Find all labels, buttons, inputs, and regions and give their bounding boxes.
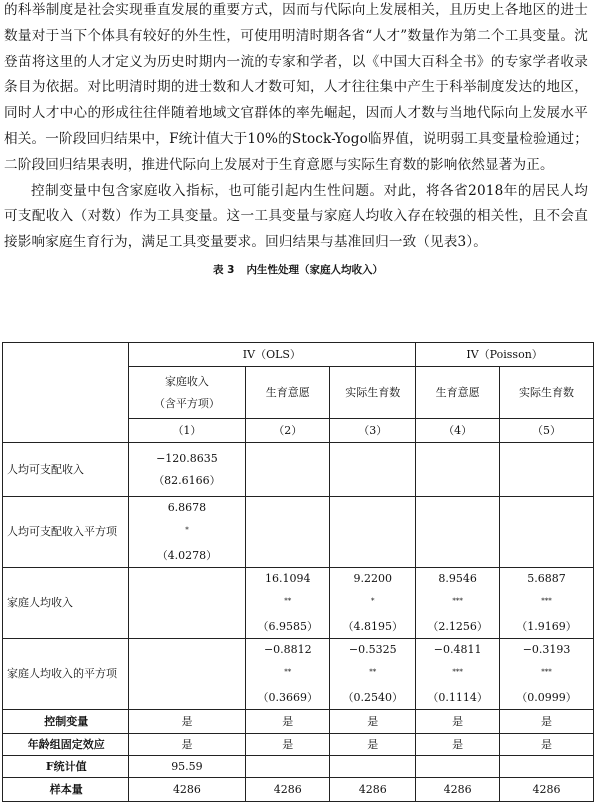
value-cell: 是: [416, 710, 500, 734]
coef-cell: −120.8635 （82.6166）: [128, 443, 246, 497]
table-row: [3, 734, 594, 756]
value-cell: 是: [416, 734, 500, 756]
table-row: [3, 497, 594, 568]
value-cell: 4286: [330, 778, 416, 802]
coef-cell: 16.1094 ** （6.9585）: [246, 568, 330, 639]
value-cell: 4286: [500, 778, 594, 802]
value-cell: 4286: [128, 778, 246, 802]
col-header-4: 生育意愿: [416, 367, 500, 419]
coef-cell: −0.4811 *** （0.1114）: [416, 639, 500, 710]
col-header-5: 实际生育数: [500, 367, 594, 419]
value-cell: 4286: [246, 778, 330, 802]
header-blank: [3, 343, 129, 443]
paragraph-1: 的科举制度是社会实现垂直发展的重要方式，因而与代际向上发展相关，且历史上各地区的进士数量对于当下个体具有较好的外生性，可使用明清时期各省“人才”数量作为第二个工具变量。沈登苗将这里的人才定义为历史时期内一流的专家和学者，以《中国大百科全书》的专家学者收录条目为依据。对比明清时期的进士数和人才数可知，人才往往集中产生于科举制度发达的地区，同时人才中心的形成往往伴随着地域文官群体的率先崛起，因而人才数与当地代际向上发展水平相关。一阶段回归结果中，F统计值大于10%的Stock-Yogo临界值，说明弱工具变量检验通过；二阶段回归结果表明，推进代际向上发展对于生育意愿与实际生育数的影响依然显著为正。: [4, 2, 588, 173]
table-caption: [0, 262, 596, 277]
row-label: 控制变量: [3, 710, 129, 734]
value-cell: 是: [246, 710, 330, 734]
table-row: [3, 639, 594, 710]
group-header-poisson: IV（Poisson）: [416, 343, 594, 367]
group-header-ols: IV（OLS）: [128, 343, 416, 367]
col-header-1: 家庭收入 （含平方项）: [128, 367, 246, 419]
table-row: [3, 756, 594, 778]
col-header-2: 生育意愿: [246, 367, 330, 419]
paragraph-2: 控制变量中包含家庭收入指标，也可能引起内生性问题。对此，将各省2018年的居民人均可支配收入（对数）作为工具变量。这一工具变量与家庭人均收入存在较强的相关性，且不会直接影响家庭生育行为，满足工具变量要求。回归结果与基准回归一致（见表3）。: [4, 182, 588, 251]
row-label: F统计值: [3, 756, 129, 778]
coef-cell: 8.9546 *** （2.1256）: [416, 568, 500, 639]
col-num-4: （4）: [416, 419, 500, 443]
value-cell: 是: [330, 710, 416, 734]
value-cell: 4286: [416, 778, 500, 802]
coef-cell: −0.3193 *** （0.0999）: [500, 639, 594, 710]
table-number: 表 3: [213, 263, 235, 276]
col-num-1: （1）: [128, 419, 246, 443]
value-cell: 是: [128, 710, 246, 734]
row-label: 年龄组固定效应: [3, 734, 129, 756]
value-cell: 95.59: [128, 756, 246, 778]
value-cell: 是: [500, 710, 594, 734]
coef-cell: 6.8678 * （4.0278）: [128, 497, 246, 568]
coef-cell: −0.8812 ** （0.3669）: [246, 639, 330, 710]
row-label: 家庭人均收入: [3, 568, 129, 639]
row-label: 样本量: [3, 778, 129, 802]
row-label: 家庭人均收入的平方项: [3, 639, 129, 710]
row-label: 人均可支配收入平方项: [3, 497, 129, 568]
col-num-2: （2）: [246, 419, 330, 443]
col-num-5: （5）: [500, 419, 594, 443]
table-title: 内生性处理（家庭人均收入）: [246, 263, 383, 276]
table-row: [3, 568, 594, 639]
value-cell: 是: [500, 734, 594, 756]
value-cell: 是: [128, 734, 246, 756]
coef-cell: 5.6887 *** （1.9169）: [500, 568, 594, 639]
table-row: [3, 443, 594, 497]
col-num-3: （3）: [330, 419, 416, 443]
table-row: [3, 778, 594, 802]
col-header-3: 实际生育数: [330, 367, 416, 419]
coef-cell: −0.5325 ** （0.2540）: [330, 639, 416, 710]
value-cell: 是: [330, 734, 416, 756]
value-cell: 是: [246, 734, 330, 756]
table-row: [3, 710, 594, 734]
coef-cell: 9.2200 * （4.8195）: [330, 568, 416, 639]
regression-table: [2, 342, 594, 802]
row-label: 人均可支配收入: [3, 443, 129, 497]
